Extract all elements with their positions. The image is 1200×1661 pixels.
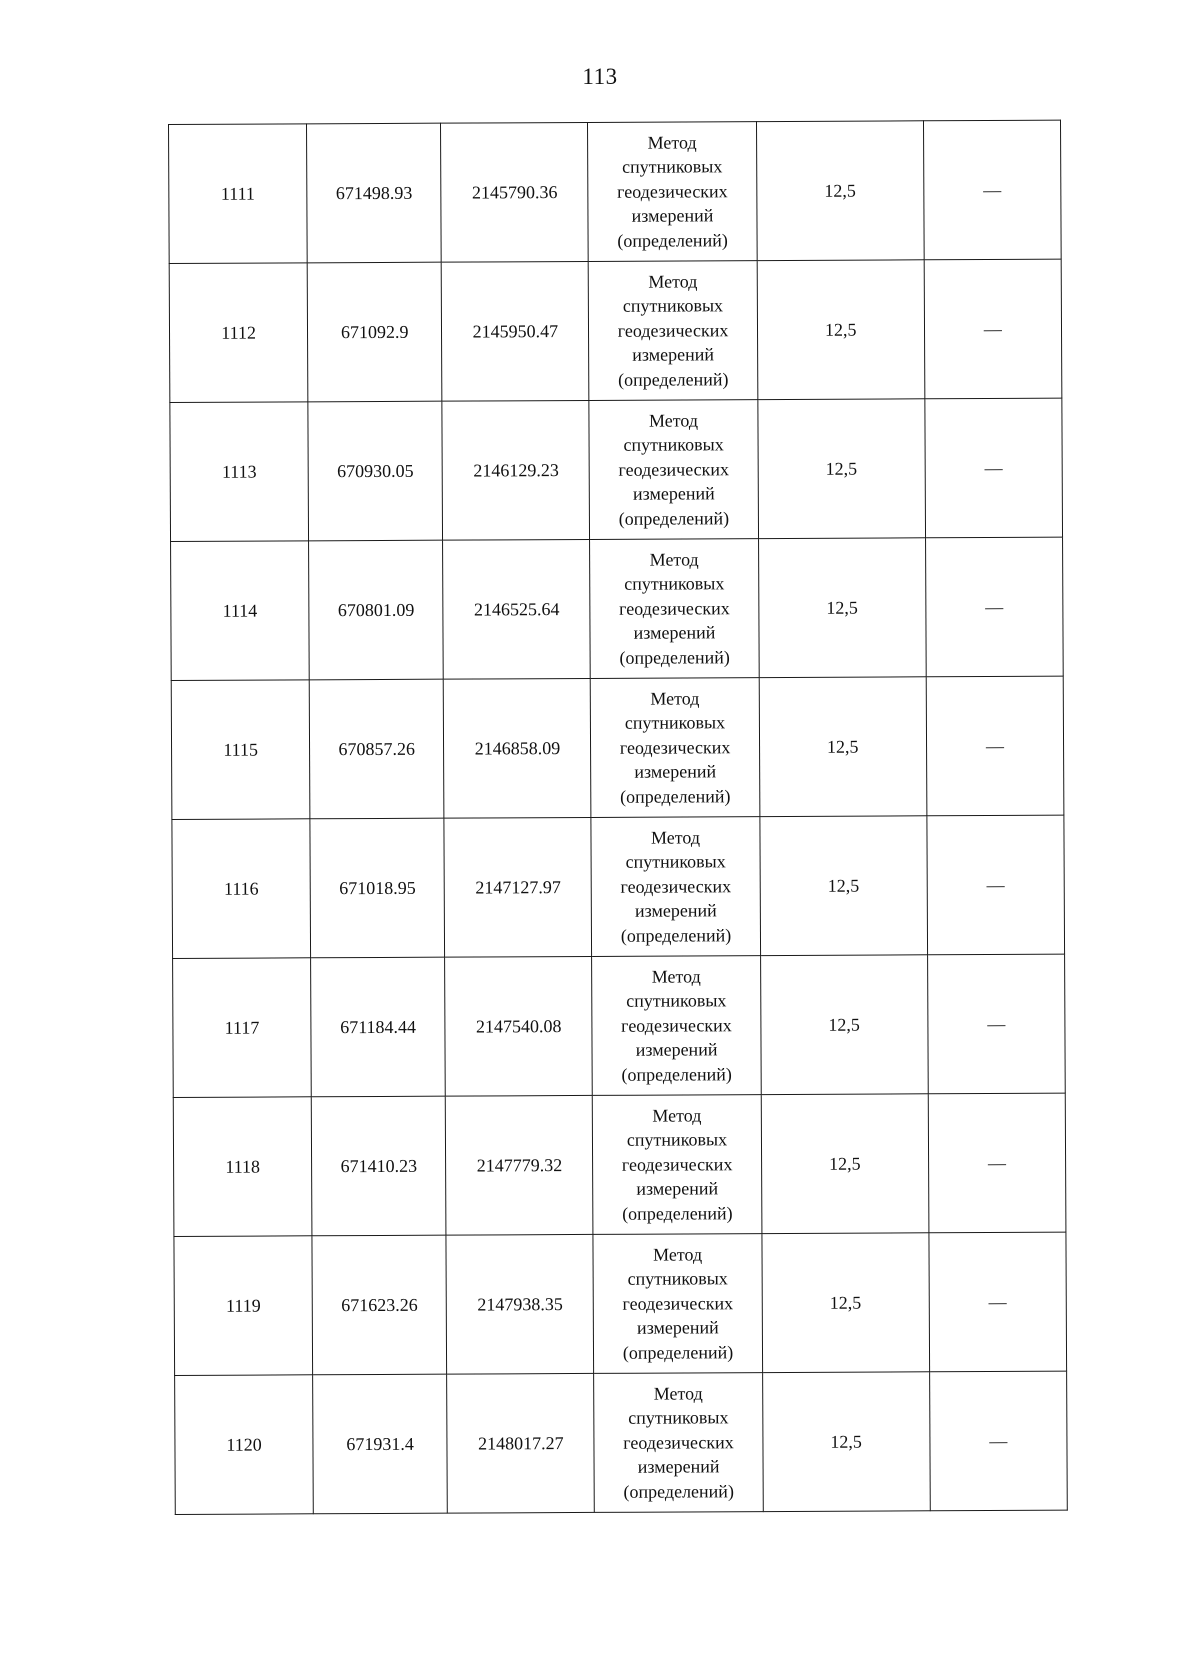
y-coordinate: 2147540.08 [475, 1015, 562, 1037]
accuracy-cell [760, 955, 928, 1095]
point-number: 1113 [221, 461, 257, 482]
method-line: измерений [636, 1317, 719, 1338]
accuracy-value: 12,5 [824, 319, 857, 340]
note-cell [927, 954, 1065, 1094]
note-dash: — [989, 1430, 1008, 1451]
x-coordinate: 671931.4 [346, 1433, 414, 1454]
table-row [173, 1093, 1066, 1236]
x-coordinate-cell [311, 1096, 446, 1236]
note-cell [925, 398, 1063, 538]
table-row [171, 676, 1064, 819]
x-coordinate: 671184.44 [340, 1016, 417, 1037]
y-coordinate-cell [443, 678, 591, 818]
x-coordinate: 671410.23 [340, 1155, 418, 1176]
accuracy-value: 12,5 [825, 458, 858, 479]
method-line: Метод [652, 1244, 703, 1265]
accuracy-value: 12,5 [828, 1014, 860, 1035]
accuracy-cell [760, 816, 928, 956]
table-row [175, 1371, 1068, 1514]
method-line: (определений) [621, 1064, 732, 1085]
method-line: геодезических [620, 876, 732, 897]
table-row [169, 259, 1062, 402]
method-line: измерений [632, 344, 715, 365]
method-cell [591, 817, 760, 957]
method-line: (определений) [622, 1203, 733, 1224]
x-coordinate-cell [310, 818, 445, 958]
point-number-cell [171, 680, 310, 820]
note-dash: — [983, 179, 1002, 200]
method-line: спутниковых [626, 1129, 728, 1151]
y-coordinate-cell [443, 539, 591, 679]
note-cell [923, 120, 1061, 260]
method-line: Метод [653, 1383, 703, 1404]
accuracy-value: 12,5 [828, 1153, 861, 1174]
method-line: (определений) [620, 786, 731, 807]
table-row [170, 398, 1063, 541]
method-line: геодезических [621, 1154, 733, 1175]
accuracy-cell [757, 399, 925, 539]
note-dash: — [984, 457, 1003, 478]
x-coordinate-cell [308, 401, 443, 541]
method-line: (определений) [622, 1342, 734, 1363]
method-line: измерений [637, 1456, 720, 1477]
point-number-cell [173, 958, 312, 1098]
method-line: геодезических [623, 1432, 734, 1453]
method-cell [588, 122, 757, 262]
method-line: (определений) [617, 230, 728, 251]
method-cell [589, 261, 758, 401]
method-line: спутниковых [622, 295, 724, 317]
method-line: Метод [650, 827, 701, 848]
accuracy-cell [761, 1094, 929, 1234]
point-number-cell [169, 124, 308, 264]
method-line: геодезических [619, 737, 731, 758]
y-coordinate: 2147127.97 [475, 876, 561, 898]
y-coordinate: 2148017.27 [478, 1432, 564, 1454]
method-line: спутниковых [624, 573, 725, 595]
method-line: спутниковых [625, 851, 726, 873]
y-coordinate-cell [441, 122, 589, 262]
accuracy-value: 12,5 [827, 875, 860, 896]
x-coordinate-cell [307, 262, 442, 402]
method-line: измерений [634, 761, 717, 782]
accuracy-value: 12,5 [826, 736, 859, 757]
x-coordinate-cell [307, 123, 442, 263]
accuracy-cell [756, 121, 924, 261]
x-coordinate: 671623.26 [341, 1294, 418, 1315]
method-line: (определений) [620, 925, 732, 946]
point-number: 1115 [223, 739, 259, 760]
point-number: 1120 [226, 1434, 262, 1455]
method-line: измерений [635, 1039, 718, 1060]
table-row [169, 120, 1062, 263]
method-line: спутниковых [626, 990, 727, 1012]
table-row [174, 1232, 1067, 1375]
accuracy-cell [758, 538, 926, 678]
x-coordinate-cell [309, 540, 444, 680]
point-number: 1112 [221, 322, 256, 343]
note-cell [925, 537, 1063, 677]
method-line: спутниковых [628, 1407, 729, 1429]
accuracy-cell [762, 1233, 930, 1373]
y-coordinate: 2146525.64 [473, 598, 560, 620]
method-line: геодезических [617, 181, 728, 202]
method-line: Метод [648, 410, 699, 431]
note-dash: — [985, 596, 1004, 617]
method-line: Метод [648, 271, 698, 292]
x-coordinate: 671498.93 [335, 182, 413, 203]
x-coordinate: 671018.95 [339, 877, 416, 898]
note-cell [929, 1371, 1067, 1511]
point-number-cell [175, 1375, 314, 1515]
method-line: (определений) [623, 1481, 734, 1502]
method-line: спутниковых [627, 1268, 728, 1290]
note-cell [927, 815, 1065, 955]
table-body [169, 120, 1068, 1514]
y-coordinate: 2146129.23 [473, 459, 559, 481]
accuracy-cell [762, 1372, 930, 1512]
y-coordinate: 2146858.09 [474, 737, 561, 759]
x-coordinate-cell [313, 1374, 448, 1514]
note-dash: — [986, 874, 1005, 895]
method-line: геодезических [618, 459, 730, 480]
method-line: геодезических [621, 1015, 732, 1036]
accuracy-cell [757, 260, 925, 400]
y-coordinate-cell [444, 817, 592, 957]
point-number-cell [172, 819, 311, 959]
coordinates-table [168, 120, 1068, 1515]
accuracy-value: 12,5 [826, 597, 858, 618]
point-number-cell [174, 1236, 313, 1376]
method-cell [593, 1095, 762, 1235]
table-row [172, 815, 1065, 958]
point-number: 1116 [223, 878, 259, 899]
y-coordinate-cell [445, 956, 593, 1096]
x-coordinate-cell [312, 1235, 447, 1375]
accuracy-value: 12,5 [830, 1431, 862, 1452]
note-cell [929, 1232, 1067, 1372]
method-line: Метод [652, 1105, 702, 1126]
method-cell [594, 1373, 763, 1513]
point-number-cell [169, 263, 308, 403]
accuracy-cell [759, 677, 927, 817]
note-cell [924, 259, 1062, 399]
method-line: Метод [649, 549, 699, 570]
point-number: 1114 [222, 600, 258, 621]
y-coordinate: 2147938.35 [477, 1293, 563, 1315]
point-number: 1111 [220, 183, 255, 204]
point-number-cell [173, 1097, 312, 1237]
method-line: Метод [647, 132, 697, 153]
method-line: спутниковых [623, 434, 724, 456]
method-line: измерений [636, 1178, 719, 1199]
method-line: спутниковых [622, 156, 723, 178]
point-number-cell [170, 402, 309, 542]
method-cell [592, 956, 761, 1096]
note-dash: — [983, 318, 1002, 339]
y-coordinate-cell [447, 1373, 595, 1513]
method-line: геодезических [619, 598, 730, 619]
method-cell [591, 678, 760, 818]
method-line: Метод [650, 688, 700, 709]
accuracy-value: 12,5 [824, 180, 856, 201]
page-number: 113 [582, 64, 618, 89]
x-coordinate: 670930.05 [337, 460, 414, 481]
method-line: геодезических [617, 320, 729, 341]
method-cell [590, 539, 759, 679]
method-line: измерений [633, 622, 716, 643]
note-cell [928, 1093, 1066, 1233]
method-line: спутниковых [624, 712, 726, 734]
x-coordinate-cell [311, 957, 446, 1097]
note-dash: — [987, 1013, 1006, 1034]
y-coordinate: 2145790.36 [471, 181, 558, 203]
note-dash: — [987, 1152, 1007, 1173]
point-number: 1119 [225, 1295, 261, 1316]
table-row [171, 537, 1064, 680]
method-line: измерений [632, 483, 715, 504]
coordinates-table-container [168, 120, 1068, 1515]
method-line: (определений) [618, 508, 730, 529]
table-row [173, 954, 1066, 1097]
y-coordinate-cell [441, 261, 589, 401]
method-line: Метод [651, 966, 701, 987]
method-cell [593, 1234, 762, 1374]
point-number: 1118 [225, 1156, 261, 1177]
y-coordinate-cell [442, 400, 590, 540]
method-line: (определений) [619, 647, 730, 668]
y-coordinate: 2145950.47 [472, 320, 559, 342]
y-coordinate-cell [446, 1234, 594, 1374]
method-line: измерений [631, 205, 714, 226]
y-coordinate-cell [446, 1095, 594, 1235]
method-line: измерений [634, 900, 717, 921]
method-cell [589, 400, 758, 540]
point-number-cell [171, 541, 310, 681]
y-coordinate: 2147779.32 [476, 1154, 563, 1176]
x-coordinate: 670857.26 [338, 738, 416, 759]
x-coordinate: 671092.9 [340, 321, 409, 342]
method-line: (определений) [618, 369, 729, 390]
note-dash: — [988, 1291, 1007, 1312]
note-cell [926, 676, 1064, 816]
point-number: 1117 [224, 1017, 260, 1038]
note-dash: — [985, 735, 1004, 756]
method-line: геодезических [622, 1293, 734, 1314]
x-coordinate-cell [309, 679, 444, 819]
accuracy-value: 12,5 [829, 1292, 862, 1313]
x-coordinate: 670801.09 [337, 599, 415, 620]
